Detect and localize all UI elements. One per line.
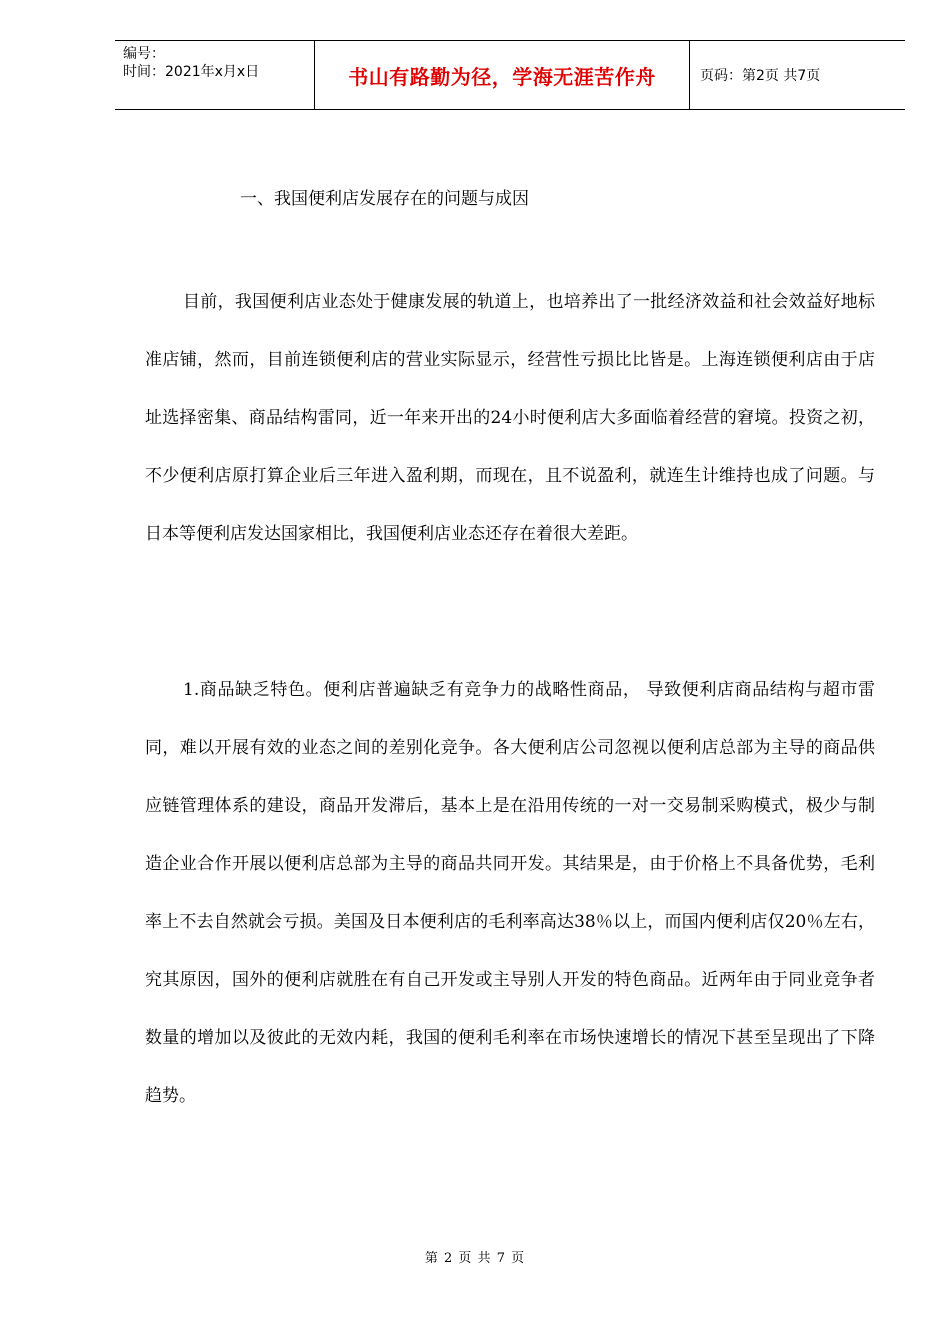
header-page-info: 页码：第2页 共7页 bbox=[700, 68, 821, 84]
paragraph-intro: 目前，我国便利店业态处于健康发展的轨道上，也培养出了一批经济效益和社会效益好地标准店铺，然而，目前连锁便利店的营业实际显示，经营性亏损比比皆是。上海连锁便利店由于店址选择密集、商品结构雷同，近一年来开出的24小时便利店大多面临着经营的窘境。投资之初，不少便利店原打算企业后三年进入盈利期，而现在，且不说盈利，就连生计维持也成了问题。与日本等便利店发达国家相比，我国便利店业态还存在着很大差距。 bbox=[145, 292, 875, 544]
header-motto: 书山有路勤为径，学海无涯苦作舟 bbox=[315, 41, 690, 109]
header-meta bbox=[115, 41, 315, 109]
number-label: 编号： bbox=[123, 46, 165, 62]
time-label: 时间：2021年x月x日 bbox=[123, 64, 260, 80]
page-footer: 第 2 页 共 7 页 bbox=[424, 1251, 526, 1266]
page-header bbox=[115, 40, 905, 110]
section-heading: 一、我国便利店发展存在的问题与成因 bbox=[240, 189, 529, 209]
paragraph-point-1: 1.商品缺乏特色。便利店普遍缺乏有竞争力的战略性商品， 导致便利店商品结构与超市雷同，难以开展有效的业态之间的差别化竞争。各大便利店公司忽视以便利店总部为主导的商品供应链管理体系的建设，商品开发滞后，基本上是在沿用传统的一对一交易制采购模式，极少与制造企业合作开展以便利店总部为主导的商品共同开发。其结果是，由于价格上不具备优势，毛利率上不去自然就会亏损。美国及日本便利店的毛利率高达38％以上，而国内便利店仅20％左右，究其原因，国外的便利店就胜在有自己开发或主导别人开发的特色商品。近两年由于同业竞争者数量的增加以及彼此的无效内耗，我国的便利毛利率在市场快速增长的情况下甚至呈现出了下降趋势。 bbox=[145, 680, 875, 1106]
